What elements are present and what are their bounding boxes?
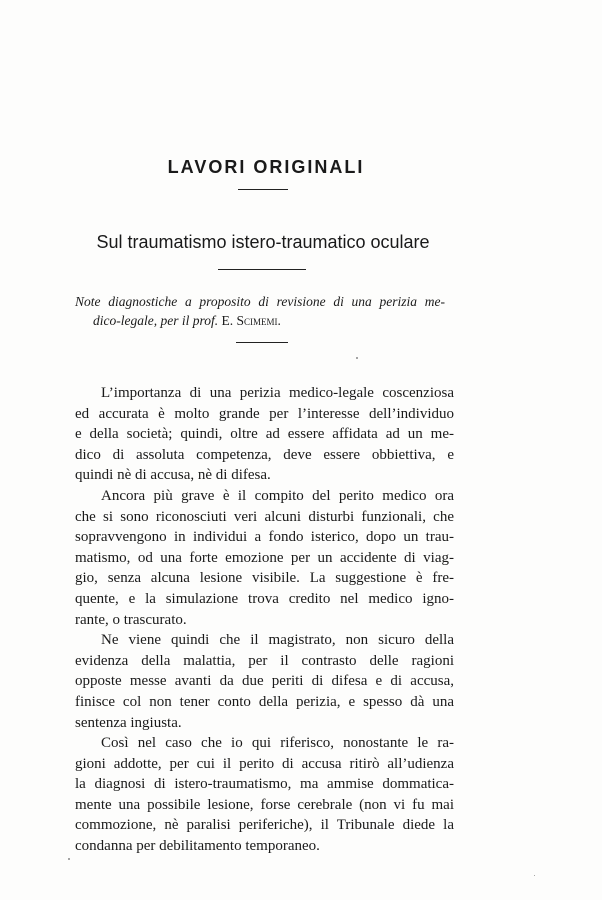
body-line: evidenza della malattia, per il contrasto delle ragioni bbox=[75, 652, 454, 669]
article-body bbox=[75, 383, 454, 857]
section-divider bbox=[238, 189, 288, 190]
paper-speck bbox=[356, 357, 358, 359]
body-line: Così nel caso che io qui riferisco, nonostante le ra- bbox=[101, 735, 454, 752]
body-line: opposte messe avanti da due periti di difesa e di accusa, bbox=[75, 673, 454, 690]
body-line: quente, e la simulazione trova credito nel medico igno- bbox=[75, 590, 454, 607]
body-line: rante, o trascurato. bbox=[75, 611, 187, 628]
body-line: che si sono riconosciuti veri alcuni disturbi funzionali, che bbox=[75, 508, 454, 525]
body-line: quindi nè di accusa, nè di difesa. bbox=[75, 467, 271, 484]
article-subtitle-notes bbox=[75, 292, 445, 330]
body-line: condanna per debilitamento temporaneo. bbox=[75, 838, 320, 855]
paper-speck bbox=[68, 858, 70, 860]
body-line: sopravvengono in individui a fondo isterico, dopo un trau- bbox=[75, 529, 454, 546]
body-line: commozione, nè paralisi periferiche), il Tribunale diede la bbox=[75, 817, 454, 834]
body-line: gioni addotte, per cui il perito di accusa ritirò all’udienza bbox=[75, 755, 454, 772]
author-name: E. Scimemi. bbox=[221, 313, 281, 328]
body-line: e della società; quindi, oltre ad essere affidata ad un me- bbox=[75, 426, 454, 443]
body-line: ed accurata è molto grande per l’interesse dell’individuo bbox=[75, 405, 454, 422]
title-divider bbox=[218, 269, 306, 270]
body-line: Ancora più grave è il compito del perito medico ora bbox=[101, 487, 454, 504]
body-line: matismo, od una forte emozione per un accidente di viag- bbox=[75, 549, 454, 566]
notes-line-2 bbox=[75, 311, 445, 330]
notes-divider bbox=[236, 342, 288, 343]
paper-speck bbox=[534, 875, 535, 876]
section-title-text: LAVORI ORIGINALI bbox=[167, 157, 365, 177]
notes-line-1: Note diagnostiche a proposito di revisione di una perizia me- bbox=[75, 294, 445, 309]
body-line: finisce col non tener conto della perizia, e spesso dà una bbox=[75, 693, 454, 710]
notes-line-2-text: dico-legale, per il prof. bbox=[93, 313, 219, 328]
body-line: gio, senza alcuna lesione visibile. La suggestione è fre- bbox=[75, 570, 454, 587]
body-line: sentenza ingiusta. bbox=[75, 714, 182, 731]
article-title: Sul traumatismo istero-traumatico oculare bbox=[96, 232, 430, 252]
section-title bbox=[0, 157, 520, 178]
body-line: dico di assoluta competenza, deve essere obbiettiva, e bbox=[75, 446, 454, 463]
body-line: L’importanza di una perizia medico-legale coscenziosa bbox=[101, 385, 454, 401]
body-line: la diagnosi di istero-traumatismo, ma ammise dommatica- bbox=[75, 776, 454, 793]
body-line: Ne viene quindi che il magistrato, non sicuro della bbox=[101, 632, 454, 649]
body-line: mente una possibile lesione, forse cerebrale (non vi fu mai bbox=[75, 796, 454, 813]
